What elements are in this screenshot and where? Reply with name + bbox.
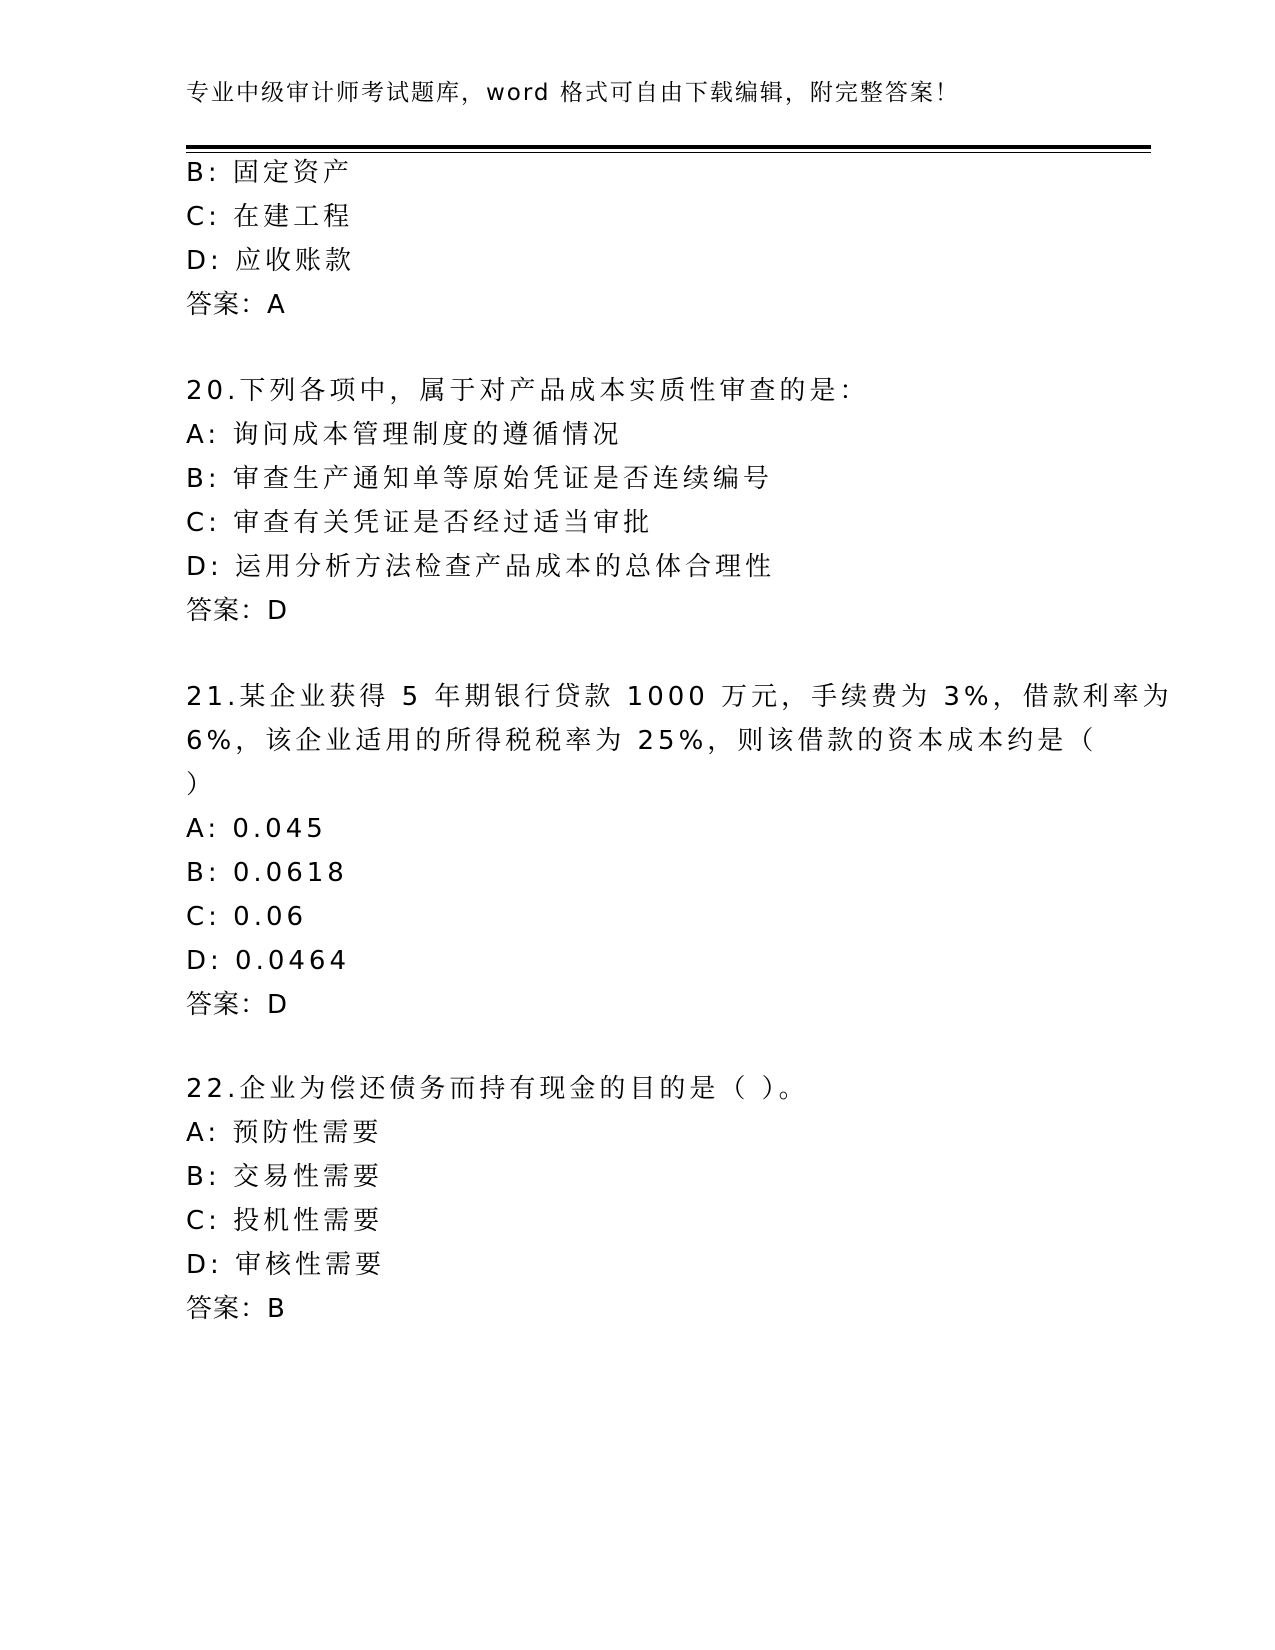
option-c: C: 投机性需要 xyxy=(186,1206,384,1236)
option-d: D: 0.0464 xyxy=(186,946,351,976)
question-21-stem-line3: ） xyxy=(186,770,217,800)
answer-line: 答案：B xyxy=(186,1294,286,1324)
option-c: C: 审查有关凭证是否经过适当审批 xyxy=(186,508,654,538)
option-d: D: 应收账款 xyxy=(186,246,356,276)
option-b: B: 0.0618 xyxy=(186,858,348,888)
option-b: B: 固定资产 xyxy=(186,158,353,188)
option-c: C: 0.06 xyxy=(186,902,308,932)
page-header: 专业中级审计师考试题库，word 格式可自由下载编辑，附完整答案！ xyxy=(186,80,960,106)
option-b: B: 交易性需要 xyxy=(186,1162,383,1192)
option-c: C: 在建工程 xyxy=(186,202,354,232)
option-d: D: 运用分析方法检查产品成本的总体合理性 xyxy=(186,552,776,582)
option-a: A: 询问成本管理制度的遵循情况 xyxy=(186,420,623,450)
answer-line: 答案：A xyxy=(186,290,286,320)
option-a: A: 0.045 xyxy=(186,814,327,844)
option-a: A: 预防性需要 xyxy=(186,1118,383,1148)
header-divider-thick xyxy=(186,145,1151,149)
question-22-stem: 22.企业为偿还债务而持有现金的目的是（ ）。 xyxy=(186,1074,809,1104)
option-d: D: 审核性需要 xyxy=(186,1250,386,1280)
header-divider-thin xyxy=(186,152,1151,153)
option-b: B: 审查生产通知单等原始凭证是否连续编号 xyxy=(186,464,773,494)
question-21-stem-line1: 21.某企业获得 5 年期银行贷款 1000 万元，手续费为 3%，借款利率为 xyxy=(186,682,1173,712)
question-21-stem-line2: 6%，该企业适用的所得税税率为 25%，则该借款的资本成本约是（ xyxy=(186,726,1098,756)
answer-line: 答案：D xyxy=(186,596,289,626)
answer-line: 答案：D xyxy=(186,990,289,1020)
question-20-stem: 20.下列各项中，属于对产品成本实质性审查的是： xyxy=(186,376,870,406)
